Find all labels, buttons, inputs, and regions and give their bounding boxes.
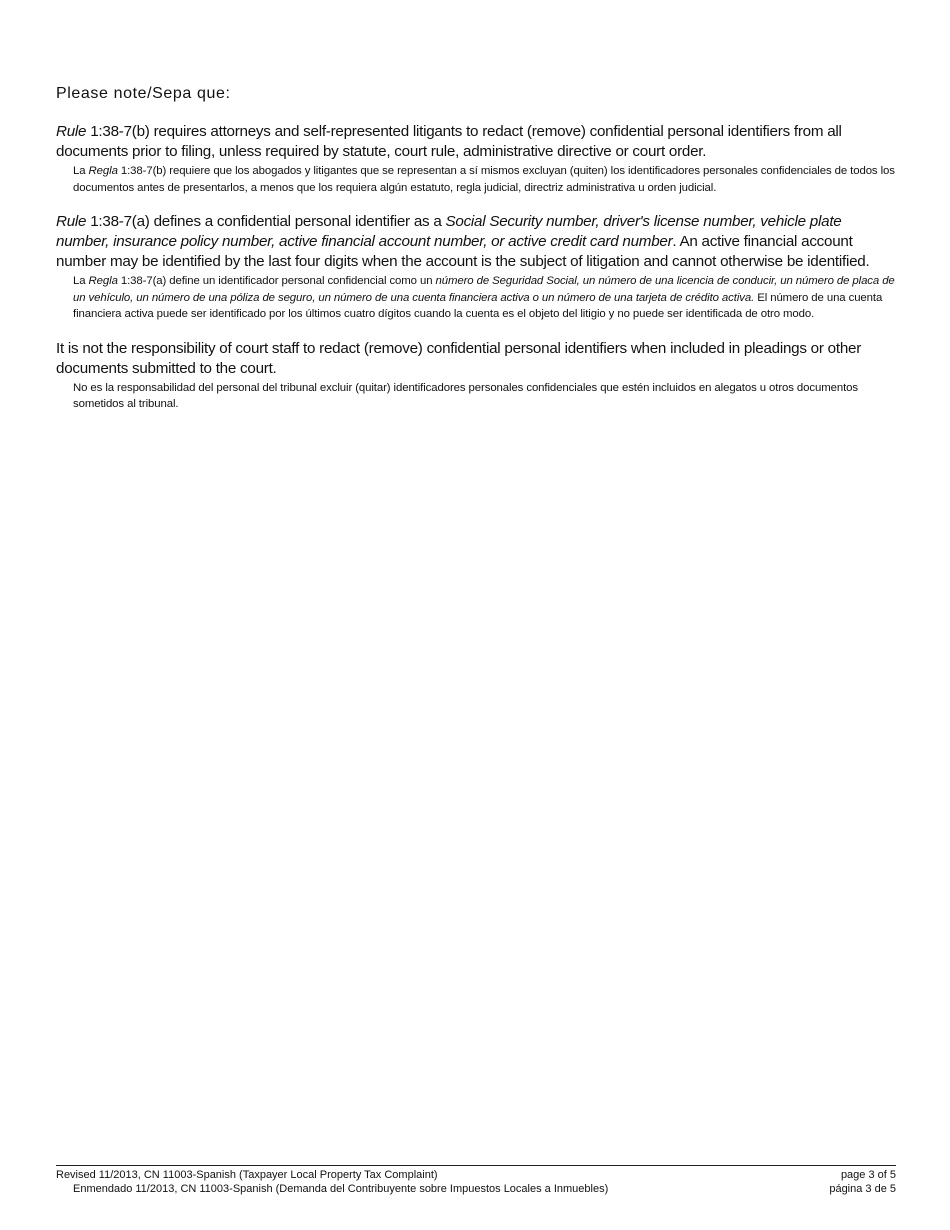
footer-revision-label-spanish: Enmendado 11/2013, CN 11003-Spanish (Demanda del Contribuyente sobre Impuestos Locales a Inmuebles) — [73, 1183, 609, 1195]
text-run: La — [73, 275, 89, 287]
text-run: 1:38-7(a) define un identificador personal confidencial como un — [117, 275, 436, 287]
rule-block-definition — [56, 212, 898, 323]
text-run: 1:38-7(a) defines a confidential personal identifier as a — [86, 213, 446, 230]
text-run: 1:38-7(b) requiere que los abogados y litigantes que se representan a sí mismos excluyan (quiten) los identificadores personales confidenciales de todos los documentos antes de presentarlos, a menos que los requiera algún estatuto, regla judicial, directriz administrativa u orden judicial. — [73, 165, 895, 194]
english-paragraph — [56, 212, 898, 272]
spanish-paragraph — [73, 273, 898, 323]
page-number-spanish: página 3 de 5 — [829, 1183, 896, 1195]
page-heading: Please note/Sepa que: — [56, 85, 231, 102]
text-run: número de Seguridad Social, un número de una licencia de conducir, un número de placa de un vehículo, un número de una póliza de seguro, un número de una cuenta financiera activa o un número de una tarjeta de crédito activa. — [73, 275, 895, 304]
spanish-paragraph: No es la responsabilidad del personal del tribunal excluir (quitar) identificadores personales confidenciales que estén incluidos en alegatos u otros documentos sometidos al tribunal. — [73, 381, 858, 410]
english-paragraph — [56, 122, 898, 162]
text-run: El número de una cuenta financiera activa puede ser identificado por los últimos cuatro dígitos cuando la cuenta es el objeto del litigio y no puede ser identificada de otro modo. — [73, 291, 883, 320]
text-run: . An active financial account number may be identified by the last four digits when the account is the subject of litigation and cannot otherwise be identified. — [56, 233, 870, 270]
text-run: 1:38-7(b) requires attorneys and self-represented litigants to redact (remove) confidential personal identifiers from all documents prior to filing, unless required by statute, court rule, administrative directive or court order. — [56, 123, 842, 160]
text-run: Rule — [56, 123, 87, 140]
text-run: Regla — [88, 275, 118, 287]
page-number: page 3 of 5 — [840, 1169, 896, 1181]
text-run: Rule — [56, 213, 87, 230]
page-footer — [56, 1165, 896, 1196]
rule-block-redaction — [56, 122, 898, 196]
spanish-paragraph — [73, 163, 898, 196]
english-paragraph: It is not the responsibility of court staff to redact (remove) confidential personal identifiers when included in pleadings or other documents submitted to the court. — [56, 339, 862, 377]
text-run: La — [73, 165, 89, 177]
page-content — [56, 84, 898, 429]
footer-row-english — [56, 1168, 896, 1182]
footer-revision-label: Revised 11/2013, CN 11003-Spanish (Taxpayer Local Property Tax Complaint) — [56, 1169, 438, 1181]
text-run: Social Security number, driver's license number, vehicle plate number, insurance policy number, active financial account number, or active credit card number — [56, 213, 842, 250]
footer-row-spanish — [56, 1182, 896, 1196]
rule-block-court-staff — [56, 339, 898, 413]
text-run: Regla — [88, 165, 118, 177]
